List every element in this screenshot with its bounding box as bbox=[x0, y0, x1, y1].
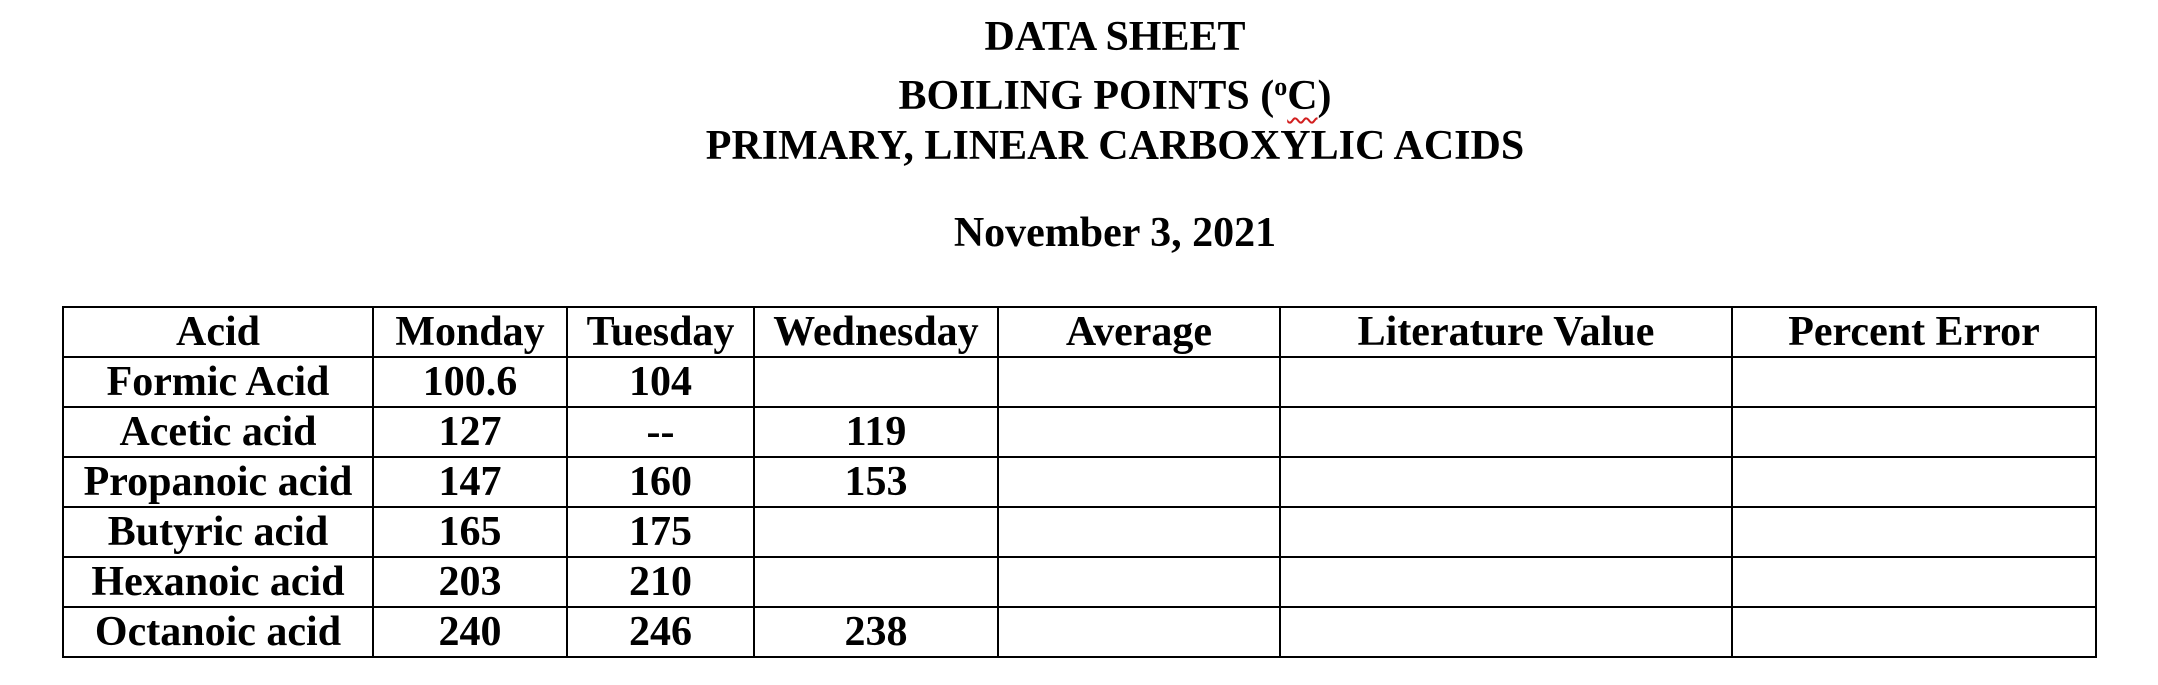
cell-acid: Propanoic acid bbox=[63, 457, 373, 507]
table-row bbox=[63, 357, 2096, 407]
cell-monday: 147 bbox=[373, 457, 567, 507]
cell-literature-value bbox=[1280, 407, 1732, 457]
table-row bbox=[63, 557, 2096, 607]
table-header-row bbox=[63, 307, 2096, 357]
table-row bbox=[63, 457, 2096, 507]
cell-wednesday: 153 bbox=[754, 457, 998, 507]
cell-literature-value bbox=[1280, 507, 1732, 557]
cell-tuesday: 160 bbox=[567, 457, 754, 507]
celsius-unit-spellcheck-flagged: C bbox=[1287, 73, 1318, 119]
cell-acid: Acetic acid bbox=[63, 407, 373, 457]
header-wednesday: Wednesday bbox=[754, 307, 998, 357]
cell-wednesday bbox=[754, 507, 998, 557]
degree-symbol: o bbox=[1274, 72, 1288, 101]
cell-tuesday: 210 bbox=[567, 557, 754, 607]
cell-percent-error bbox=[1732, 557, 2096, 607]
title-boiling-points bbox=[0, 62, 2158, 121]
cell-wednesday: 238 bbox=[754, 607, 998, 657]
table-row bbox=[63, 407, 2096, 457]
cell-acid: Octanoic acid bbox=[63, 607, 373, 657]
cell-percent-error bbox=[1732, 407, 2096, 457]
cell-percent-error bbox=[1732, 457, 2096, 507]
header-literature-value: Literature Value bbox=[1280, 307, 1732, 357]
cell-tuesday: -- bbox=[567, 407, 754, 457]
cell-monday: 100.6 bbox=[373, 357, 567, 407]
cell-monday: 165 bbox=[373, 507, 567, 557]
header-tuesday: Tuesday bbox=[567, 307, 754, 357]
document-header bbox=[0, 12, 2158, 171]
cell-monday: 240 bbox=[373, 607, 567, 657]
title-carboxylic-acids: PRIMARY, LINEAR CARBOXYLIC ACIDS bbox=[705, 123, 1525, 169]
header-average: Average bbox=[998, 307, 1280, 357]
cell-literature-value bbox=[1280, 357, 1732, 407]
cell-average bbox=[998, 407, 1280, 457]
cell-wednesday bbox=[754, 357, 998, 407]
cell-acid: Butyric acid bbox=[63, 507, 373, 557]
cell-tuesday: 104 bbox=[567, 357, 754, 407]
title-boiling-points-suffix: ) bbox=[1317, 73, 1332, 119]
cell-monday: 127 bbox=[373, 407, 567, 457]
cell-wednesday: 119 bbox=[754, 407, 998, 457]
cell-monday: 203 bbox=[373, 557, 567, 607]
cell-tuesday: 246 bbox=[567, 607, 754, 657]
cell-percent-error bbox=[1732, 507, 2096, 557]
cell-percent-error bbox=[1732, 357, 2096, 407]
table-row bbox=[63, 507, 2096, 557]
cell-average bbox=[998, 557, 1280, 607]
header-percent-error: Percent Error bbox=[1732, 307, 2096, 357]
cell-acid: Formic Acid bbox=[63, 357, 373, 407]
title-boiling-points-prefix: BOILING POINTS ( bbox=[898, 73, 1275, 119]
boiling-points-table bbox=[62, 306, 2097, 658]
table-row bbox=[63, 607, 2096, 657]
cell-literature-value bbox=[1280, 607, 1732, 657]
cell-tuesday: 175 bbox=[567, 507, 754, 557]
cell-literature-value bbox=[1280, 557, 1732, 607]
title-data-sheet: DATA SHEET bbox=[984, 14, 1246, 60]
cell-literature-value bbox=[1280, 457, 1732, 507]
cell-wednesday bbox=[754, 557, 998, 607]
cell-average bbox=[998, 507, 1280, 557]
cell-average bbox=[998, 357, 1280, 407]
cell-average bbox=[998, 457, 1280, 507]
header-acid: Acid bbox=[63, 307, 373, 357]
cell-average bbox=[998, 607, 1280, 657]
cell-acid: Hexanoic acid bbox=[63, 557, 373, 607]
cell-percent-error bbox=[1732, 607, 2096, 657]
document-date: November 3, 2021 bbox=[953, 210, 1277, 256]
header-monday: Monday bbox=[373, 307, 567, 357]
